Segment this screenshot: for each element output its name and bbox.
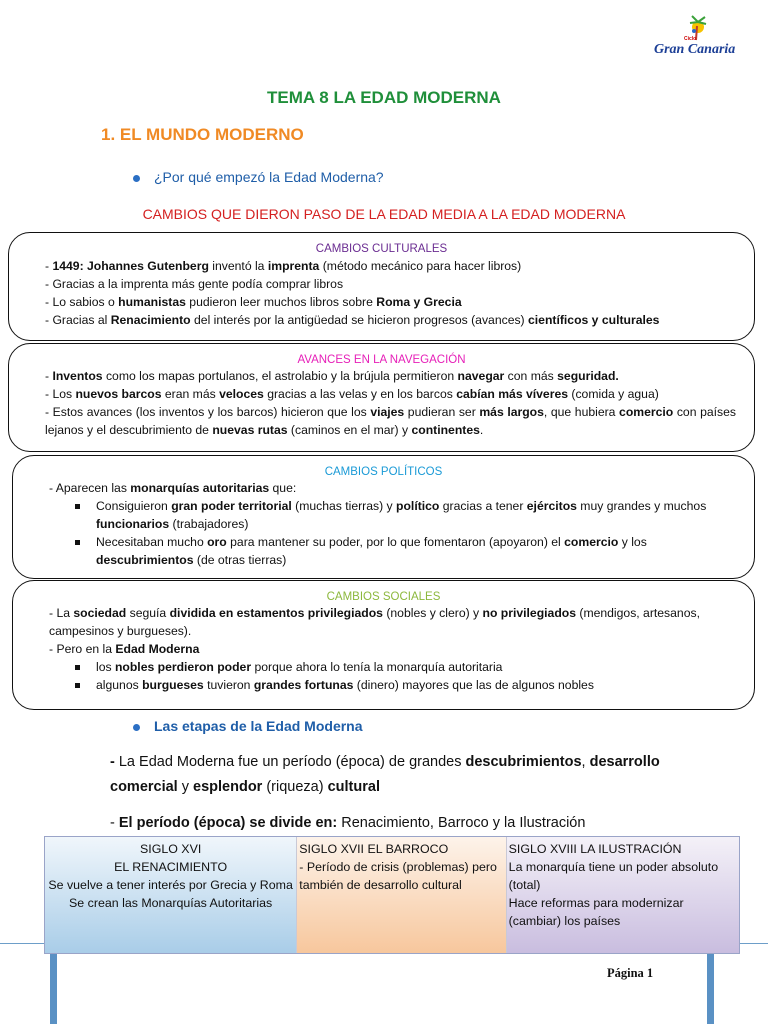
text-fragment: gran poder territorial: [171, 499, 292, 513]
text-fragment: pudieran ser: [404, 405, 480, 419]
text-fragment: descubrimientos: [96, 553, 194, 567]
square-bullet-icon: [75, 683, 80, 688]
text-fragment: tuvieron: [203, 678, 254, 692]
period-text: La monarquía tiene un poder absoluto (total): [508, 860, 719, 892]
text-fragment: - Lo sabios o: [45, 295, 119, 309]
text-line: [45, 311, 754, 329]
text-fragment: eran más: [161, 387, 220, 401]
text-fragment: (riqueza): [262, 779, 328, 795]
text-line: [45, 257, 754, 275]
text-line: [49, 604, 740, 640]
period-text: Hace reformas para modernizar (cambiar) los países: [508, 896, 684, 928]
text-fragment: - Estos avances (los inventos y los barcos) hicieron que los: [45, 405, 371, 419]
box-cambios-politicos: [12, 455, 755, 579]
timeline-barroco: [296, 837, 505, 953]
logo-text: Gran Canaria: [654, 42, 736, 57]
text-line: [45, 403, 736, 439]
text-line: [45, 293, 754, 311]
text-line: [49, 640, 740, 658]
period-title: SIGLO XVII EL BARROCO: [299, 842, 449, 856]
text-fragment: descubrimientos: [465, 754, 582, 770]
text-fragment: comercio: [564, 535, 619, 549]
text-fragment: (nobles y clero) y: [382, 606, 483, 620]
list-item: [49, 676, 740, 694]
text-fragment: - Los: [45, 387, 76, 401]
bullet-dot-icon: [133, 175, 140, 182]
question-bullet: [133, 169, 384, 185]
box-title-politicos: CAMBIOS POLÍTICOS: [324, 466, 443, 478]
text-fragment: sociedad: [73, 606, 127, 620]
section-heading: 1. EL MUNDO MODERNO: [101, 125, 304, 144]
text-fragment: monarquías autoritarias: [130, 481, 270, 495]
text-fragment: inventó la: [208, 259, 268, 273]
box-title-culturales: CAMBIOS CULTURALES: [315, 243, 448, 255]
text-fragment: político: [396, 499, 440, 513]
text-fragment: con más: [504, 369, 558, 383]
text-fragment: como los mapas portulanos, el astrolabio y la brújula permitieron: [102, 369, 458, 383]
text-fragment: El período (época) se divide en:: [118, 815, 338, 831]
text-fragment: , que hubiera: [543, 405, 620, 419]
text-fragment: más largos: [479, 405, 544, 419]
text-fragment: 1449: Johannes Gutenberg: [52, 259, 209, 273]
text-fragment: - Gracias al: [45, 313, 111, 327]
period-title: SIGLO XVIII LA ILUSTRACIÓN: [508, 842, 682, 856]
text-fragment: - Aparecen las: [49, 481, 131, 495]
text-fragment: muy grandes y muchos: [576, 499, 707, 513]
gran-canaria-logo: [650, 14, 762, 64]
text-fragment: - La: [49, 606, 74, 620]
text-fragment: Renacimiento, Barroco y la Ilustración: [337, 815, 586, 831]
text-fragment: funcionarios: [96, 517, 170, 531]
text-fragment: Las etapas de la Edad Moderna: [154, 718, 363, 734]
text-fragment: (caminos en el mar) y: [287, 423, 412, 437]
text-fragment: esplendor: [193, 779, 263, 795]
paragraph-descubrimientos: [110, 750, 670, 800]
text-fragment: .: [479, 423, 484, 437]
text-fragment: La Edad Moderna fue un período (época) de grandes: [118, 754, 466, 770]
text-line: [45, 385, 736, 403]
text-fragment: cultural: [327, 779, 380, 795]
text-fragment: con países lejanos y el descubrimiento de: [45, 405, 736, 437]
page-number: Página 1: [607, 966, 654, 980]
text-fragment: y los: [618, 535, 647, 549]
period-text: Se vuelve a tener interés por Grecia y Roma: [48, 878, 293, 892]
text-fragment: porque ahora lo tenía la monarquía autoritaria: [251, 660, 503, 674]
square-bullet-icon: [75, 540, 80, 545]
text-fragment: gracias a las velas y en los barcos: [263, 387, 457, 401]
logo-small-text: Ciclo: [684, 36, 697, 42]
text-fragment: burgueses: [142, 678, 204, 692]
timeline-ilustracion: [506, 837, 739, 953]
text-fragment: (comida y agua): [568, 387, 659, 401]
text-fragment: nuevas rutas: [212, 423, 288, 437]
period-name: EL RENACIMIENTO: [114, 860, 228, 874]
text-fragment: ,: [581, 754, 590, 770]
text-fragment: científicos y culturales: [528, 313, 660, 327]
box-cambios-culturales: [8, 232, 755, 341]
box-cambios-sociales: [12, 580, 755, 710]
square-bullet-icon: [75, 665, 80, 670]
text-fragment: Roma y Grecia: [376, 295, 462, 309]
question-text: ¿Por qué empezó la Edad Moderna?: [154, 169, 384, 185]
period-text: Se crean las Monarquías Autoritarias: [69, 896, 273, 910]
stages-heading: [133, 718, 363, 734]
text-fragment: -: [110, 815, 119, 831]
text-fragment: del interés por la antigüedad se hicieron progresos (avances): [190, 313, 529, 327]
timeline-table: [44, 836, 740, 954]
text-fragment: para mantener su poder, por lo que fomentaron (apoyaron) el: [226, 535, 565, 549]
timeline-leg-left: [50, 954, 57, 1024]
text-fragment: - Pero en la: [49, 642, 116, 656]
text-fragment: Edad Moderna: [115, 642, 200, 656]
text-line: [45, 367, 736, 385]
text-fragment: y: [177, 779, 194, 795]
list-item: [49, 658, 740, 676]
text-fragment: Inventos: [52, 369, 103, 383]
text-fragment: humanistas: [118, 295, 186, 309]
text-fragment: Renacimiento: [110, 313, 191, 327]
text-fragment: los: [96, 660, 115, 674]
timeline-renacimiento: [45, 837, 296, 953]
text-fragment: - Gracias a la imprenta más gente podía comprar libros: [45, 277, 344, 291]
text-fragment: -: [45, 259, 53, 273]
bullet-dot-icon: [133, 724, 140, 731]
timeline-leg-right: [707, 954, 714, 1024]
text-fragment: gracias a tener: [439, 499, 527, 513]
text-fragment: pudieron leer muchos libros sobre: [185, 295, 377, 309]
box-avances-navegacion: [8, 343, 755, 452]
text-fragment: algunos: [96, 678, 143, 692]
text-fragment: (trabajadores): [169, 517, 249, 531]
text-fragment: nuevos barcos: [75, 387, 162, 401]
text-fragment: (muchas tierras) y: [291, 499, 397, 513]
text-fragment: ejércitos: [526, 499, 577, 513]
changes-title: CAMBIOS QUE DIERON PASO DE LA EDAD MEDIA A LA EDAD MODERNA: [142, 206, 626, 222]
text-fragment: -: [45, 369, 53, 383]
text-fragment: seguía: [126, 606, 170, 620]
text-fragment: navegar: [457, 369, 505, 383]
period-title: SIGLO XVI: [139, 842, 202, 856]
text-fragment: -: [110, 754, 119, 770]
text-fragment: (dinero) mayores que las de algunos nobles: [353, 678, 594, 692]
text-line: [49, 479, 740, 497]
text-fragment: imprenta: [267, 259, 320, 273]
text-fragment: grandes fortunas: [253, 678, 354, 692]
text-fragment: nobles perdieron poder: [114, 660, 252, 674]
text-line: [45, 275, 754, 293]
text-fragment: no privilegiados: [482, 606, 576, 620]
text-fragment: comercio: [619, 405, 674, 419]
text-fragment: (mendigos, artesanos, campesinos y burgueses).: [49, 606, 700, 638]
text-fragment: viajes: [370, 405, 405, 419]
text-fragment: Necesitaban mucho: [96, 535, 208, 549]
page-title: TEMA 8 LA EDAD MODERNA: [267, 88, 501, 107]
text-fragment: que:: [269, 481, 297, 495]
text-fragment: Consiguieron: [96, 499, 172, 513]
text-fragment: (método mecánico para hacer libros): [319, 259, 522, 273]
text-fragment: desarrollo comercial: [110, 754, 660, 795]
list-item: [49, 497, 740, 533]
text-fragment: veloces: [219, 387, 264, 401]
box-title-navegacion: AVANCES EN LA NAVEGACIÓN: [297, 354, 466, 366]
list-item: [49, 533, 740, 569]
period-text: - Período de crisis (problemas) pero también de desarrollo cultural: [299, 860, 497, 892]
text-fragment: (de otras tierras): [193, 553, 287, 567]
text-fragment: oro: [207, 535, 227, 549]
text-fragment: continentes: [411, 423, 480, 437]
paragraph-periodos: [110, 811, 670, 836]
box-title-sociales: CAMBIOS SOCIALES: [326, 591, 441, 603]
text-fragment: dividida en estamentos privilegiados: [169, 606, 383, 620]
text-fragment: seguridad.: [557, 369, 619, 383]
square-bullet-icon: [75, 504, 80, 509]
text-fragment: cabían más víveres: [456, 387, 569, 401]
